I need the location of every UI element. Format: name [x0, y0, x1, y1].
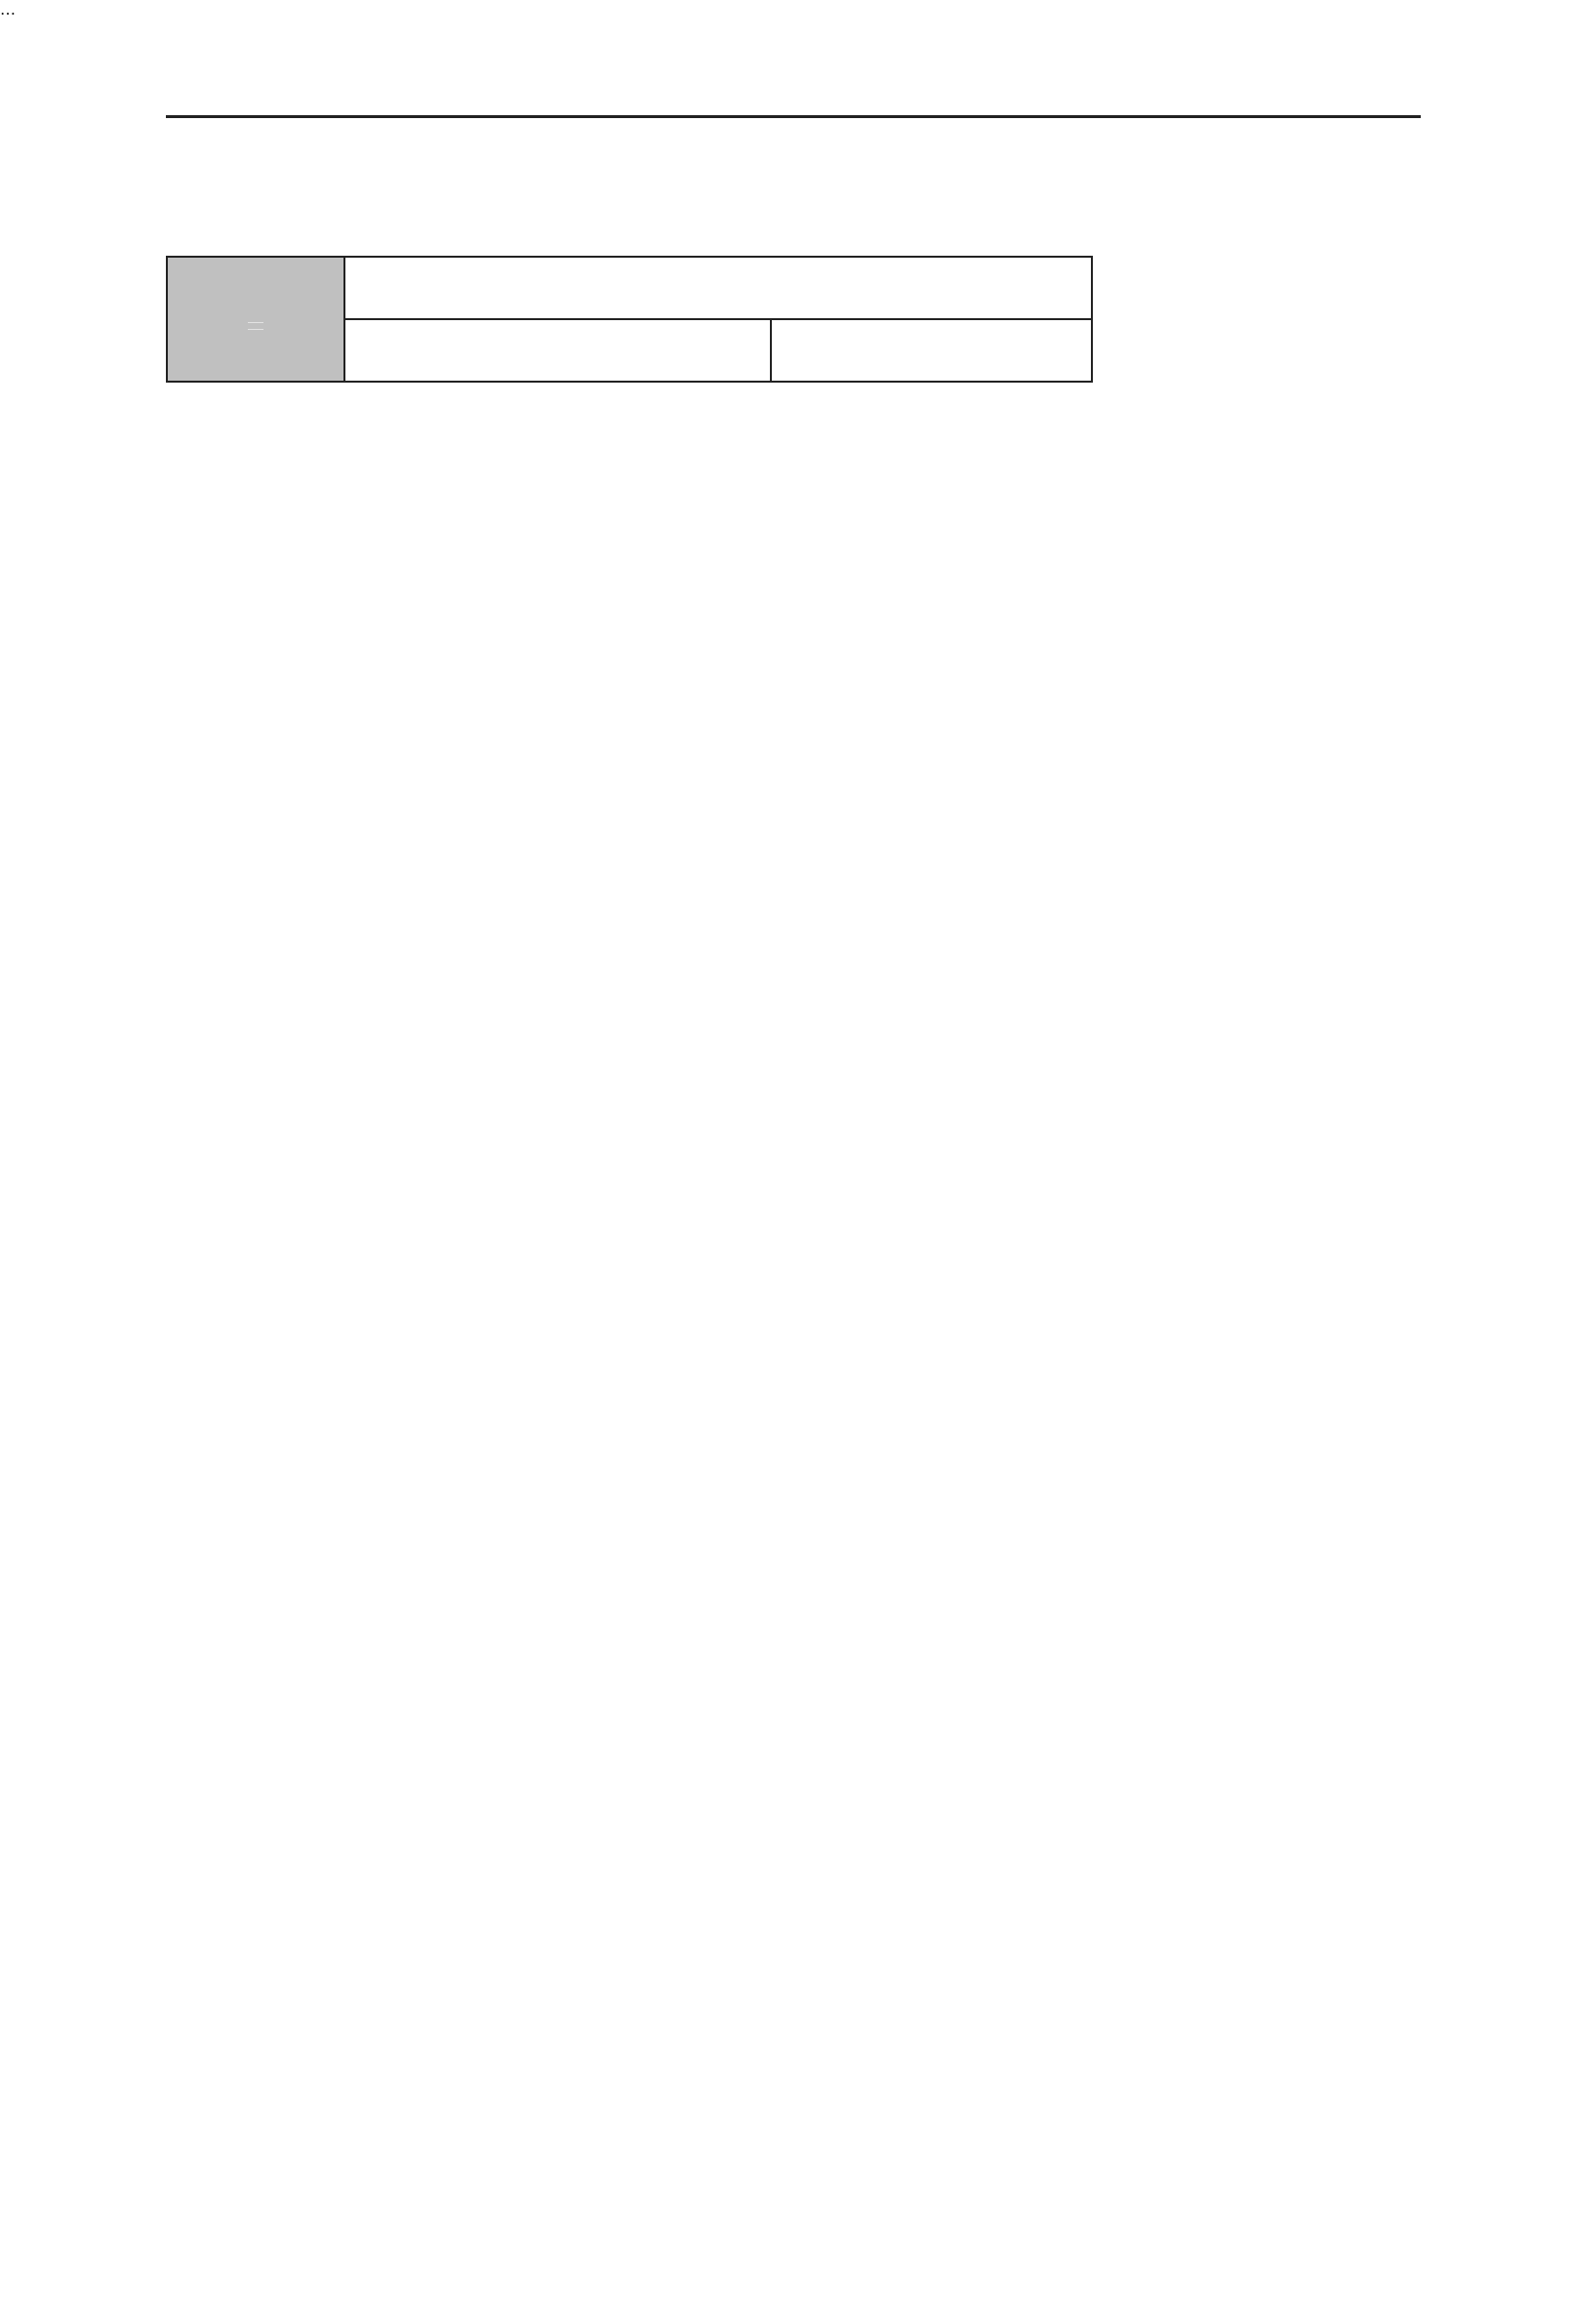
param-table-fb09	[166, 256, 1093, 383]
param-range	[344, 319, 771, 382]
param-code-cell	[167, 257, 344, 382]
param-default	[771, 319, 1092, 382]
param-code	[248, 322, 263, 330]
param-name	[344, 257, 1092, 319]
header-rule	[166, 115, 1421, 118]
